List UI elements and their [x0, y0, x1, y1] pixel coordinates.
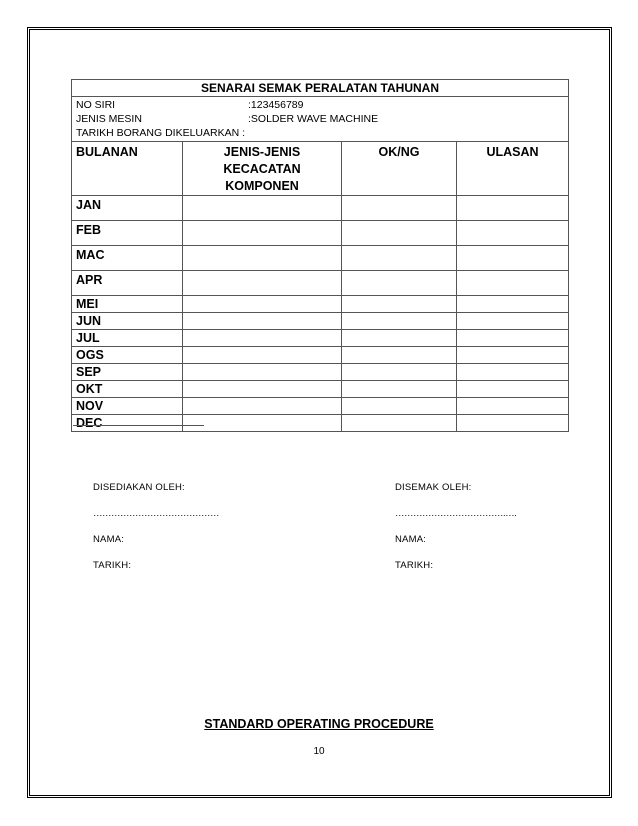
remarks-cell[interactable]	[457, 381, 569, 398]
month-jul: JUL	[72, 330, 183, 347]
table-row	[72, 271, 569, 296]
form-info-block	[72, 97, 569, 142]
defect-cell[interactable]	[183, 381, 342, 398]
ok-ng-cell[interactable]	[342, 381, 457, 398]
ok-ng-cell[interactable]	[342, 330, 457, 347]
defect-cell[interactable]	[183, 330, 342, 347]
defect-cell[interactable]	[183, 246, 342, 271]
serial-number-row	[76, 98, 564, 112]
month-jan: JAN	[72, 196, 183, 221]
month-jun: JUN	[72, 313, 183, 330]
month-mac: MAC	[72, 246, 183, 271]
defect-cell[interactable]	[183, 271, 342, 296]
prepared-name-label: NAMA:	[93, 534, 125, 545]
ok-ng-cell[interactable]	[342, 221, 457, 246]
ok-ng-cell[interactable]	[342, 296, 457, 313]
defect-cell[interactable]	[183, 296, 342, 313]
month-okt: OKT	[72, 381, 183, 398]
remarks-cell[interactable]	[457, 398, 569, 415]
page-number: 10	[313, 746, 325, 757]
month-dec: DEC	[72, 415, 183, 432]
issue-date-value: :	[239, 127, 246, 139]
table-underline	[73, 425, 204, 426]
footer-title	[0, 717, 638, 731]
form-title: SENARAI SEMAK PERALATAN TAHUNAN	[72, 80, 569, 97]
ok-ng-cell[interactable]	[342, 271, 457, 296]
table-row	[72, 296, 569, 313]
ok-ng-cell[interactable]	[342, 347, 457, 364]
remarks-cell[interactable]	[457, 313, 569, 330]
month-feb: FEB	[72, 221, 183, 246]
remarks-cell[interactable]	[457, 196, 569, 221]
defect-cell[interactable]	[183, 347, 342, 364]
defect-cell[interactable]	[183, 398, 342, 415]
defect-cell[interactable]	[183, 415, 342, 432]
defect-cell[interactable]	[183, 313, 342, 330]
remarks-cell[interactable]	[457, 415, 569, 432]
table-row	[72, 246, 569, 271]
checked-by-signature-line[interactable]: ……………………………….….	[395, 508, 517, 519]
header-ok-ng: OK/NG	[342, 142, 457, 196]
prepared-by-signature-line[interactable]: ……………………………………	[93, 508, 219, 519]
month-sep: SEP	[72, 364, 183, 381]
footer-title-text: STANDARD OPERATING PROCEDURE	[204, 717, 434, 731]
header-defect-line1: JENIS-JENIS KECACATAN	[223, 145, 301, 176]
prepared-date-label: TARIKH:	[93, 560, 132, 571]
header-remarks: ULASAN	[457, 142, 569, 196]
remarks-cell[interactable]	[457, 246, 569, 271]
machine-type-label: JENIS MESIN	[76, 113, 142, 125]
ok-ng-cell[interactable]	[342, 196, 457, 221]
remarks-cell[interactable]	[457, 271, 569, 296]
table-row	[72, 415, 569, 432]
table-row	[72, 347, 569, 364]
ok-ng-cell[interactable]	[342, 398, 457, 415]
remarks-cell[interactable]	[457, 296, 569, 313]
month-nov: NOV	[72, 398, 183, 415]
checked-name-label: NAMA:	[395, 534, 427, 545]
table-row	[72, 364, 569, 381]
table-row	[72, 196, 569, 221]
remarks-cell[interactable]	[457, 330, 569, 347]
header-month: BULANAN	[72, 142, 183, 196]
remarks-cell[interactable]	[457, 221, 569, 246]
ok-ng-cell[interactable]	[342, 313, 457, 330]
defect-cell[interactable]	[183, 221, 342, 246]
header-defect-type	[183, 142, 342, 196]
ok-ng-cell[interactable]	[342, 415, 457, 432]
checked-by-label: DISEMAK OLEH:	[395, 482, 472, 493]
prepared-by-label: DISEDIAKAN OLEH:	[93, 482, 185, 493]
month-mei: MEI	[72, 296, 183, 313]
serial-number-value: :123456789	[248, 99, 304, 111]
checklist-table	[71, 79, 569, 432]
table-row	[72, 221, 569, 246]
ok-ng-cell[interactable]	[342, 246, 457, 271]
machine-type-row	[76, 112, 564, 126]
table-row	[72, 381, 569, 398]
defect-cell[interactable]	[183, 364, 342, 381]
table-row	[72, 398, 569, 415]
table-row	[72, 330, 569, 347]
issue-date-row	[76, 126, 564, 140]
remarks-cell[interactable]	[457, 347, 569, 364]
defect-cell[interactable]	[183, 196, 342, 221]
checked-date-label: TARIKH:	[395, 560, 434, 571]
month-ogs: OGS	[72, 347, 183, 364]
ok-ng-cell[interactable]	[342, 364, 457, 381]
machine-type-value: :SOLDER WAVE MACHINE	[248, 113, 379, 125]
remarks-cell[interactable]	[457, 364, 569, 381]
header-defect-line2: KOMPONEN	[225, 179, 299, 193]
issue-date-label: TARIKH BORANG DIKELUARKAN	[76, 127, 240, 139]
month-apr: APR	[72, 271, 183, 296]
serial-number-label: NO SIRI	[76, 99, 116, 111]
table-row	[72, 313, 569, 330]
